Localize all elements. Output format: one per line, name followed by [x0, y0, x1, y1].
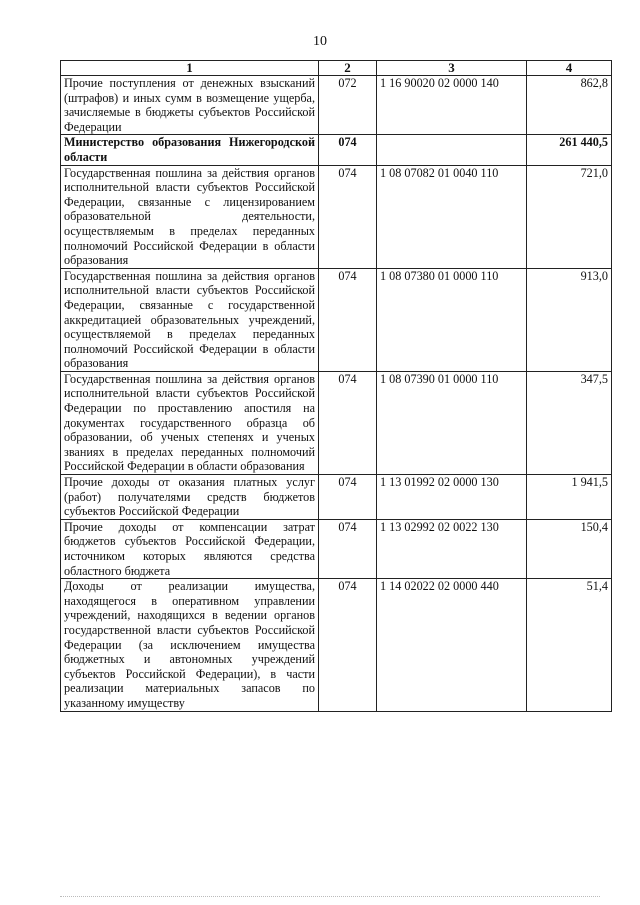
- amount: 51,4: [527, 579, 612, 711]
- table-row: [61, 371, 612, 474]
- amount: 347,5: [527, 371, 612, 474]
- income-name: Прочие доходы от компенсации затрат бюджетов субъектов Российской Федерации, источником которых являются средства областного бюджета: [61, 519, 319, 578]
- admin-code: 074: [319, 519, 377, 578]
- income-name: Государственная пошлина за действия органов исполнительной власти субъектов Российской Федерации, связанные с государственной аккредитацией образовательных учреждений, осуществляемой в пределах переданных полномочий Российской Федерации в области образования: [61, 268, 319, 371]
- income-name: Доходы от реализации имущества, находящегося в оперативном управлении учреждений, находящихся в ведении органов государственной власти субъектов Российской Федерации (за исключением имущества бюджетных и автономных учреждений субъектов Российской Федерации), в части реализации материальных запасов по указанному имуществу: [61, 579, 319, 711]
- budget-classification-code: 1 14 02022 02 0000 440: [377, 579, 527, 711]
- amount: 913,0: [527, 268, 612, 371]
- header-col-3: 3: [377, 61, 527, 76]
- header-col-2: 2: [319, 61, 377, 76]
- revenue-table: [60, 60, 612, 712]
- header-col-1: 1: [61, 61, 319, 76]
- budget-classification-code: [377, 135, 527, 165]
- table-row: [61, 579, 612, 711]
- table-row: [61, 475, 612, 520]
- admin-code: 074: [319, 165, 377, 268]
- amount: 721,0: [527, 165, 612, 268]
- table-row: [61, 268, 612, 371]
- table-row: [61, 135, 612, 165]
- amount: 150,4: [527, 519, 612, 578]
- admin-code: 074: [319, 371, 377, 474]
- budget-classification-code: 1 08 07380 01 0000 110: [377, 268, 527, 371]
- table-header-row: [61, 61, 612, 76]
- budget-classification-code: 1 08 07082 01 0040 110: [377, 165, 527, 268]
- income-name: Государственная пошлина за действия органов исполнительной власти субъектов Российской Федерации по проставлению апостиля на документах государственного образца об образовании, об ученых степенях и ученых званиях в пределах переданных полномочий Российской Федерации в области образования: [61, 371, 319, 474]
- budget-classification-code: 1 13 02992 02 0022 130: [377, 519, 527, 578]
- income-name: Прочие поступления от денежных взысканий (штрафов) и иных сумм в возмещение ущерба, зачисляемые в бюджеты субъектов Российской Федерации: [61, 76, 319, 135]
- page-number: 10: [313, 34, 327, 49]
- header-col-4: 4: [527, 61, 612, 76]
- budget-classification-code: 1 16 90020 02 0000 140: [377, 76, 527, 135]
- admin-code: 072: [319, 76, 377, 135]
- amount: 862,8: [527, 76, 612, 135]
- amount: 1 941,5: [527, 475, 612, 520]
- scan-footer-artifact: [60, 896, 600, 900]
- table-row: [61, 519, 612, 578]
- admin-code: 074: [319, 268, 377, 371]
- budget-classification-code: 1 08 07390 01 0000 110: [377, 371, 527, 474]
- admin-code: 074: [319, 579, 377, 711]
- budget-classification-code: 1 13 01992 02 0000 130: [377, 475, 527, 520]
- amount-total: 261 440,5: [527, 135, 612, 165]
- administrator-name: Министерство образования Нижегородской области: [61, 135, 319, 165]
- admin-code: 074: [319, 475, 377, 520]
- admin-code: 074: [319, 135, 377, 165]
- table-row: [61, 165, 612, 268]
- table-row: [61, 76, 612, 135]
- income-name: Прочие доходы от оказания платных услуг (работ) получателями средств бюджетов субъектов Российской Федерации: [61, 475, 319, 520]
- income-name: Государственная пошлина за действия органов исполнительной власти субъектов Российской Федерации, связанные с лицензированием образовательной деятельности, осуществляемым в пределах переданных полномочий Российской Федерации в области образования: [61, 165, 319, 268]
